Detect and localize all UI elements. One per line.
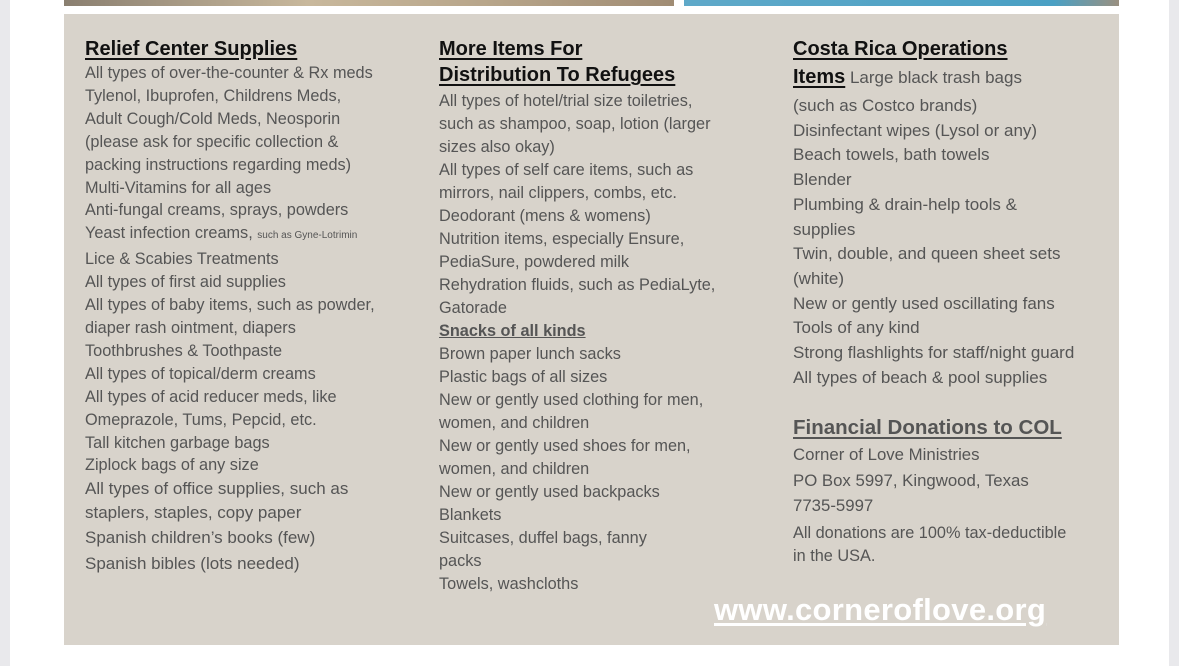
list-item: New or gently used clothing for men,	[439, 391, 704, 409]
list-item: such as shampoo, soap, lotion (larger	[439, 115, 711, 133]
list-item: Gatorade	[439, 299, 507, 317]
list-item: (white)	[793, 268, 845, 288]
list-item: New or gently used oscillating fans	[793, 293, 1055, 313]
list-item: Plumbing & drain-help tools &	[793, 194, 1017, 214]
address-line: 7735-5997	[793, 496, 874, 516]
mailing-address	[793, 442, 1133, 519]
list-item: Tools of any kind	[793, 318, 920, 338]
refugee-heading-line1: More Items For	[439, 38, 583, 60]
list-item: PediaSure, powdered milk	[439, 253, 630, 271]
list-item: supplies	[793, 219, 856, 239]
tax-deductible-note	[793, 522, 1133, 568]
list-item: Nutrition items, especially Ensure,	[439, 230, 685, 248]
list-item: Adult Cough/Cold Meds, Neosporin	[85, 109, 341, 128]
list-item: (such as Costco brands)	[793, 96, 978, 115]
list-item: All types of hotel/trial size toiletries,	[439, 92, 693, 110]
costa-rica-column	[793, 36, 1133, 568]
list-item: Suitcases, duffel bags, fanny	[439, 529, 647, 547]
list-item: Towels, washcloths	[439, 575, 579, 593]
list-item: All types of first aid supplies	[85, 273, 286, 292]
list-item: Deodorant (mens & womens)	[439, 207, 651, 225]
list-item: Plastic bags of all sizes	[439, 368, 608, 386]
list-item: sizes also okay)	[439, 138, 555, 156]
costa-rica-heading-items: Items	[793, 66, 846, 88]
list-item: Toothbrushes & Toothpaste	[85, 341, 283, 360]
list-item: women, and children	[439, 460, 590, 478]
list-item: Lice & Scabies Treatments	[85, 250, 279, 269]
list-item: Disinfectant wipes (Lysol or any)	[793, 120, 1038, 140]
financial-donations-heading: Financial Donations to COL	[793, 416, 1062, 440]
list-item: All types of beach & pool supplies	[793, 367, 1048, 387]
first-list-item: Large black trash bags	[845, 68, 1022, 87]
address-line: PO Box 5997, Kingwood, Texas	[793, 470, 1029, 490]
list-item: New or gently used shoes for men,	[439, 437, 691, 455]
tax-note-line: All donations are 100% tax-deductible	[793, 523, 1067, 542]
yeast-item-note: such as Gyne-Lotrimin	[257, 230, 358, 242]
header-photo-left	[64, 0, 674, 6]
list-item: Spanish children’s books (few)	[85, 528, 316, 548]
list-item: All types of baby items, such as powder,	[85, 296, 375, 315]
list-item: diaper rash ointment, diapers	[85, 318, 296, 337]
list-item: Blender	[793, 170, 852, 190]
list-item: Anti-fungal creams, sprays, powders	[85, 201, 349, 220]
list-item: Rehydration fluids, such as PediaLyte,	[439, 276, 716, 294]
refugee-heading-line2: Distribution To Refugees	[439, 64, 676, 86]
list-item: Tylenol, Ibuprofen, Childrens Meds,	[85, 86, 342, 105]
list-item: Brown paper lunch sacks	[439, 345, 621, 363]
list-item: All types of self care items, such as	[439, 161, 694, 179]
list-item-yeast	[85, 222, 415, 248]
header-photo-right	[684, 0, 1119, 6]
list-item: Twin, double, and queen sheet sets	[793, 244, 1061, 264]
costa-rica-heading-line2	[793, 62, 1133, 94]
list-item: packs	[439, 552, 482, 570]
relief-center-list	[85, 62, 415, 577]
costa-rica-heading-line1: Costa Rica Operations	[793, 38, 1008, 60]
list-item: women, and children	[439, 414, 590, 432]
costa-rica-list	[793, 94, 1133, 390]
address-line: Corner of Love Ministries	[793, 445, 980, 465]
list-item: Spanish bibles (lots needed)	[85, 554, 300, 574]
list-item: All types of office supplies, such as	[85, 479, 349, 499]
relief-center-heading: Relief Center Supplies	[85, 38, 298, 60]
list-item: All types of over-the-counter & Rx meds	[85, 64, 373, 82]
list-item: (please ask for specific collection &	[85, 132, 339, 151]
list-item: Multi-Vitamins for all ages	[85, 178, 272, 197]
list-item: Omeprazole, Tums, Pepcid, etc.	[85, 410, 317, 429]
yeast-item-text: Yeast infection creams,	[85, 224, 253, 243]
list-item: All types of topical/derm creams	[85, 364, 316, 383]
snacks-heading: Snacks of all kinds	[439, 322, 586, 340]
refugee-distribution-column	[439, 36, 779, 596]
list-item: Blankets	[439, 506, 502, 524]
relief-center-column	[85, 36, 415, 577]
list-item: Beach towels, bath towels	[793, 145, 990, 165]
refugee-items-list-2	[439, 343, 779, 596]
tax-note-line: in the USA.	[793, 546, 876, 565]
list-item: All types of acid reducer meds, like	[85, 387, 337, 406]
list-item: packing instructions regarding meds)	[85, 155, 352, 174]
list-item: New or gently used backpacks	[439, 483, 660, 501]
list-item: Strong flashlights for staff/night guard	[793, 343, 1075, 363]
list-item: Tall kitchen garbage bags	[85, 433, 270, 452]
refugee-items-list	[439, 90, 779, 320]
list-item: mirrors, nail clippers, combs, etc.	[439, 184, 677, 202]
list-item: staplers, staples, copy paper	[85, 503, 302, 523]
list-item: Ziplock bags of any size	[85, 456, 259, 475]
website-link[interactable]: www.corneroflove.org	[714, 592, 1047, 627]
